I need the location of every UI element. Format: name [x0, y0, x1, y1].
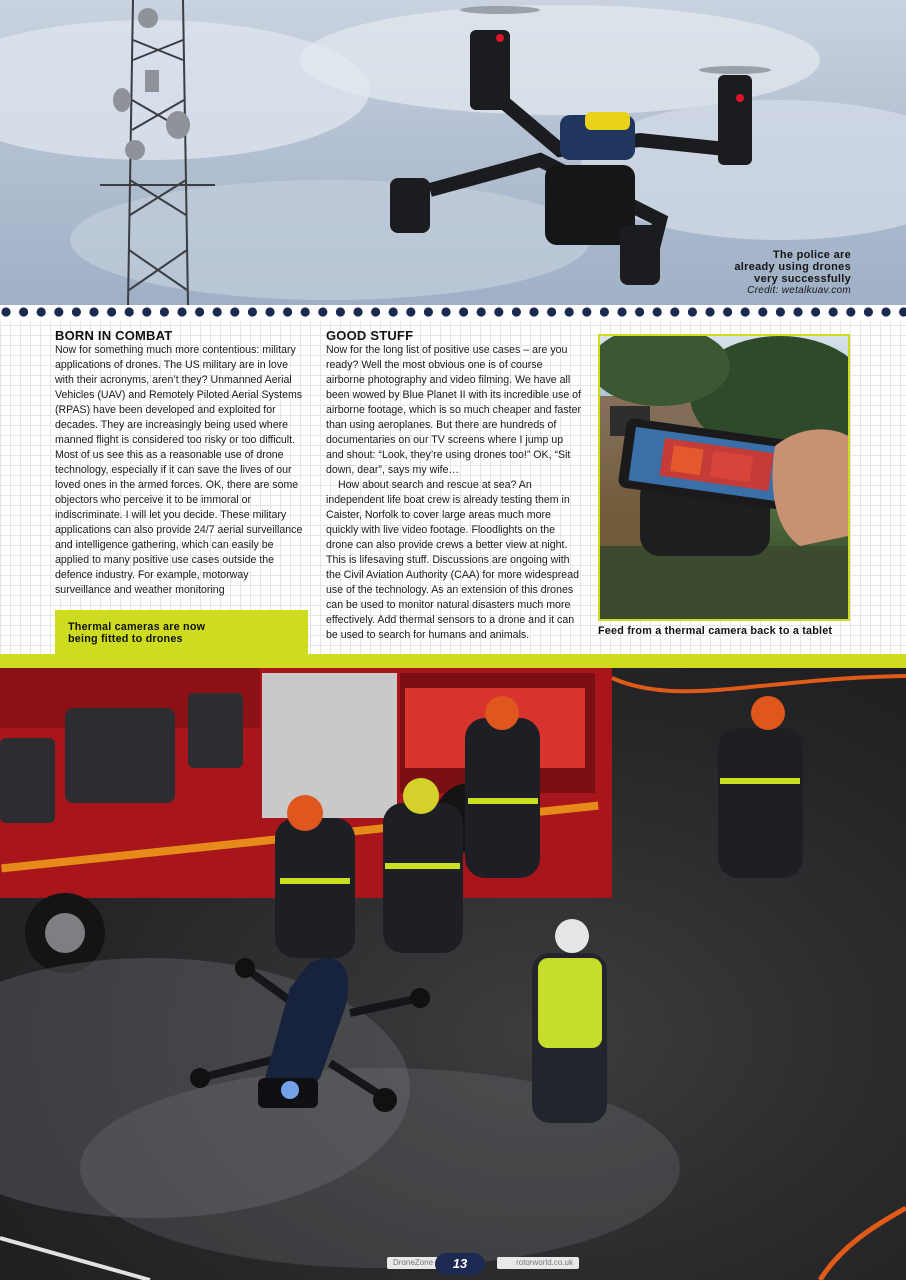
section-good-stuff — [326, 329, 582, 643]
divider-dot — [177, 307, 186, 316]
divider-dot — [89, 307, 98, 316]
divider-dot — [37, 307, 46, 316]
caption-line-3: very successfully — [754, 273, 851, 285]
divider-dot — [776, 307, 785, 316]
divider-dot — [142, 307, 151, 316]
section-paragraph-2: How about search and rescue at sea? An independent life boat crew is already testing them in Caister, Norfolk to cover large areas much more quickly with live video footage. Floodlights on the drone can also provide crews a better view at night. This is lifesaving stuff. Discussions are ongoing with the Civil Aviation Authority (CAA) for more widespread use of the technology. As an extension of this drones can be used to monitor natural disasters much more effectively. Add thermal sensors to a drone and it can be used to search for humans and animals. — [326, 479, 579, 641]
divider-dot — [406, 307, 415, 316]
section-paragraph-1: Now for the long list of positive use cases – are you ready? Well the most obvious one is of course airborne photography and video filming. We have all been wowed by Blue Planet II with its incredible use of airborne footage, which is so much cheaper and faster than using aeroplanes. But there are hundreds of documentaries on our TV screens where I jump up and shout: “Look, they’re using drones too!” OK, “Sit down, dear”, says my wife… — [326, 344, 581, 476]
section-heading: BORN IN COMBAT — [55, 328, 173, 343]
divider-dot — [230, 307, 239, 316]
divider-dot — [600, 307, 609, 316]
footer-section-label: DroneZone — [387, 1257, 444, 1269]
divider-dot — [793, 307, 802, 316]
caption-line-2: already using drones — [734, 261, 851, 273]
divider-dot — [213, 307, 222, 316]
divider-dot — [160, 307, 169, 316]
thermal-tablet-photo — [598, 334, 850, 621]
divider-dot — [424, 307, 433, 316]
divider-dot — [353, 307, 362, 316]
divider-dot — [864, 307, 873, 316]
divider-dot — [565, 307, 574, 316]
accent-band — [0, 654, 906, 668]
divider-dot — [19, 307, 28, 316]
divider-dot — [653, 307, 662, 316]
divider-dot — [125, 307, 134, 316]
divider-dot — [494, 307, 503, 316]
divider-dot — [248, 307, 257, 316]
pull-quote-box — [55, 610, 308, 654]
divider-dot — [265, 307, 274, 316]
divider-dot — [529, 307, 538, 316]
divider-dot — [301, 307, 310, 316]
divider-dot — [371, 307, 380, 316]
divider-dot — [811, 307, 820, 316]
dotted-divider — [0, 305, 906, 321]
pull-quote-line-1: Thermal cameras are now — [68, 621, 206, 633]
firefighters-illustration — [0, 668, 906, 1280]
section-heading: GOOD STUFF — [326, 328, 414, 343]
divider-dot — [389, 307, 398, 316]
section-born-in-combat — [55, 329, 307, 598]
divider-dot — [688, 307, 697, 316]
footer-website: rotorworld.co.uk — [497, 1257, 579, 1269]
police-photo-caption — [734, 249, 851, 297]
divider-dot — [617, 307, 626, 316]
divider-dot — [318, 307, 327, 316]
divider-dot — [512, 307, 521, 316]
divider-dot — [547, 307, 556, 316]
divider-dot — [582, 307, 591, 316]
tablet-illustration — [600, 336, 848, 619]
divider-dot — [758, 307, 767, 316]
section-body: Now for something much more contentious: military applications of drones. The US military are in love with their acronyms, aren’t they? Unmanned Aerial Vehicles (UAV) and Remotely Piloted Aerial Systems (RPAS) have been developed and exploited for decades. They are increasingly being used where manned flight is considered too risky or too difficult. Most of us see this as a reasonable use of drone technology, especially if it can save the lives of our loved ones in the armed forces. OK, there are some objectors who perceive it to be immoral or indiscriminate. I will let you decide. These military applications can also provide 24/7 aerial surveillance and intelligence gathering, which can easily be applied to many positive use cases outside the defence industry. For example, motorway surveillance and weather monitoring — [55, 344, 303, 596]
photo-credit: Credit: wetalkuav.com — [747, 285, 851, 296]
divider-dot — [336, 307, 345, 316]
divider-dot — [846, 307, 855, 316]
divider-dot — [723, 307, 732, 316]
divider-dot — [54, 307, 63, 316]
divider-dot — [670, 307, 679, 316]
divider-dot — [899, 307, 906, 316]
page-number: 13 — [435, 1253, 485, 1275]
divider-dot — [741, 307, 750, 316]
pull-quote — [68, 621, 205, 645]
divider-dot — [459, 307, 468, 316]
firefighters-drone-photo — [0, 668, 906, 1280]
caption-line-1: The police are — [772, 249, 851, 261]
divider-dot — [705, 307, 714, 316]
divider-dot — [477, 307, 486, 316]
page-footer — [387, 1253, 579, 1273]
divider-dot — [107, 307, 116, 316]
divider-dot — [635, 307, 644, 316]
divider-dot — [829, 307, 838, 316]
tablet-photo-caption: Feed from a thermal camera back to a tablet — [598, 625, 833, 637]
pull-quote-line-2: being fitted to drones — [68, 633, 183, 645]
divider-dot — [195, 307, 204, 316]
divider-dot — [881, 307, 890, 316]
divider-dot — [441, 307, 450, 316]
divider-dot — [72, 307, 81, 316]
divider-dot — [1, 307, 10, 316]
divider-dot — [283, 307, 292, 316]
police-drone-photo — [0, 0, 906, 305]
